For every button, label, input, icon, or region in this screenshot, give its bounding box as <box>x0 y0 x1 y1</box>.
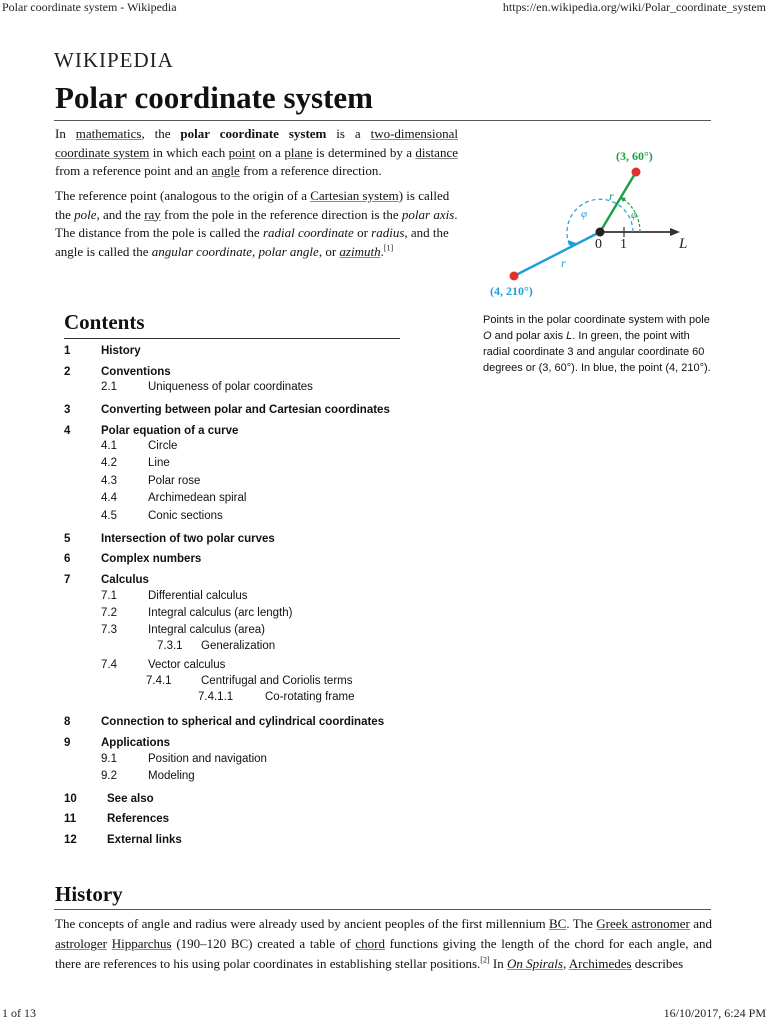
blue-r-label: r <box>561 256 566 270</box>
link-on-spirals[interactable] <box>507 956 563 971</box>
reference-1[interactable]: [1] <box>383 243 394 253</box>
caption-text: Points in the polar coordinate system with pole <box>483 314 710 326</box>
caption-text: . In green, the point with radial coordinate 3 and angular coordinate 60 degrees or (3, 60°). In blue, the point (4, 210°). <box>483 330 711 374</box>
toc-number: 4.3 <box>101 475 117 487</box>
toc-number: 7.1 <box>101 590 117 602</box>
title-divider <box>54 120 711 121</box>
toc-link[interactable]: Circle <box>148 440 178 452</box>
toc-number: 7.4.1 <box>146 675 172 687</box>
para-text: or <box>353 225 372 240</box>
para-text: from the pole in the reference direction is the <box>160 206 402 222</box>
toc-number: 1 <box>64 345 71 357</box>
blue-point-marker <box>510 272 519 281</box>
toc-number: 7.4.1.1 <box>198 691 234 703</box>
caption-italic: O <box>483 330 492 342</box>
toc-number: 12 <box>64 834 77 846</box>
figure-caption <box>483 312 713 376</box>
zero-label: 0 <box>595 237 602 252</box>
pole-point <box>596 228 605 237</box>
toc-number: 7.4 <box>101 659 117 671</box>
green-point-marker <box>632 168 641 177</box>
toc-link[interactable]: Applications <box>101 737 171 749</box>
toc-number: 3 <box>64 404 71 416</box>
toc-link[interactable]: History <box>101 345 141 357</box>
term-polar-angle: polar angle <box>258 243 319 259</box>
caption-text: and polar axis <box>491 330 567 342</box>
para-text: ) is called the <box>55 188 450 222</box>
print-footer-page: 1 of 13 <box>2 1006 36 1020</box>
green-point-label: (3, 60°) <box>616 149 653 163</box>
para-text: . <box>380 243 384 259</box>
toc-number: 4.1 <box>101 440 117 452</box>
toc-link[interactable]: Differential calculus <box>148 590 248 602</box>
toc-number: 7.2 <box>101 607 117 619</box>
toc-link[interactable]: Integral calculus (arc length) <box>148 607 293 619</box>
toc-link[interactable]: Conventions <box>101 366 171 378</box>
pole-paragraph <box>55 187 459 261</box>
link-angle[interactable]: angle <box>211 163 240 178</box>
toc-link[interactable]: Polar equation of a curve <box>101 425 239 437</box>
intro-text: In <box>55 126 76 141</box>
history-text: (190–120 BC) created a table of <box>171 936 356 951</box>
toc-link[interactable]: References <box>107 813 170 825</box>
history-divider <box>54 909 711 910</box>
reference-2[interactable]: [2] <box>480 955 490 965</box>
print-footer-datetime: 16/10/2017, 6:24 PM <box>663 1006 766 1020</box>
toc-link[interactable]: Archimedean spiral <box>148 492 247 504</box>
toc-number: 5 <box>64 533 71 545</box>
toc-number: 10 <box>64 793 77 805</box>
para-text: , and the angle is called the <box>55 225 449 259</box>
blue-point-label: (4, 210°) <box>490 284 533 298</box>
polar-coordinate-figure <box>480 138 712 304</box>
toc-link[interactable]: Co-rotating frame <box>265 691 355 703</box>
toc-link[interactable]: Calculus <box>101 574 149 586</box>
history-text: and <box>689 916 712 931</box>
history-heading: History <box>55 882 123 906</box>
toc-number: 9 <box>64 737 71 749</box>
toc-number: 9.2 <box>101 770 117 782</box>
toc-number: 6 <box>64 553 71 565</box>
blue-radius-line <box>514 232 600 276</box>
page-title: Polar coordinate system <box>55 80 373 115</box>
toc-link[interactable]: Vector calculus <box>148 659 226 671</box>
link-greek-astronomer[interactable]: Greek astronomer <box>596 916 690 931</box>
intro-text: on a <box>255 144 285 160</box>
green-radius-line <box>600 172 636 232</box>
link-bc[interactable]: BC <box>549 916 567 931</box>
toc-link[interactable]: Centrifugal and Coriolis terms <box>201 675 353 687</box>
link-mathematics[interactable]: mathematics <box>75 126 142 141</box>
history-text: functions giving the length of the chord for each angle, and there are references to his using polar coordinates in establishing stellar positions. <box>55 936 713 971</box>
term-polar-axis: polar axis <box>401 206 455 222</box>
toc-link[interactable]: Modeling <box>148 770 195 782</box>
history-text: In <box>489 956 507 971</box>
history-text: The concepts of angle and radius were already used by ancient peoples of the first millennium <box>55 916 549 931</box>
intro-text: from a reference direction. <box>239 163 382 178</box>
link-on-spirals-text[interactable]: On Spirals <box>506 956 563 971</box>
intro-text: is determined by a <box>312 144 416 160</box>
green-phi-label: φ <box>631 209 638 221</box>
toc-link[interactable]: Converting between polar and Cartesian coordinates <box>101 404 390 416</box>
toc-number: 7 <box>64 574 71 586</box>
link-distance[interactable]: distance <box>415 144 458 160</box>
caption-italic: L <box>566 330 573 342</box>
term-radius: radius <box>371 225 405 240</box>
para-text: The reference point (analogous to the origin of a <box>55 188 311 203</box>
link-astrologer[interactable]: astrologer <box>55 936 107 951</box>
print-header-url[interactable]: https://en.wikipedia.org/wiki/Polar_coordinate_system <box>502 0 766 14</box>
link-azimuth[interactable] <box>339 244 380 259</box>
axis-l-label: L <box>679 236 688 252</box>
link-archimedes[interactable]: Archimedes <box>568 956 632 971</box>
history-paragraph <box>55 914 712 974</box>
para-text: , <box>252 243 259 259</box>
toc-number: 11 <box>64 813 77 825</box>
link-hipparchus[interactable]: Hipparchus <box>111 936 172 951</box>
toc-link[interactable]: Generalization <box>201 640 276 652</box>
link-cartesian-system[interactable]: Cartesian system <box>310 188 399 203</box>
toc-number: 7.3 <box>101 624 117 636</box>
green-r-label: r <box>609 189 614 203</box>
toc-link[interactable]: Intersection of two polar curves <box>101 533 275 545</box>
link-chord[interactable]: chord <box>355 936 385 951</box>
term-angular-coordinate: angular coordinate <box>151 243 253 259</box>
print-header-title: Polar coordinate system - Wikipedia <box>2 0 177 14</box>
toc-number: 7.3.1 <box>157 640 183 652</box>
contents-heading: Contents <box>64 310 145 334</box>
blue-phi-label: φ <box>581 208 588 220</box>
toc-link[interactable]: Line <box>148 457 170 469</box>
intro-text: , the <box>141 126 181 141</box>
intro-text: is a <box>326 126 371 141</box>
intro-term: polar coordinate system <box>180 126 327 141</box>
para-text: , or <box>318 243 340 259</box>
intro-paragraph <box>55 125 458 181</box>
term-radial-coordinate: radial coordinate <box>262 225 354 240</box>
link-point[interactable]: point <box>228 144 256 160</box>
link-azimuth-text[interactable]: azimuth <box>339 243 381 259</box>
toc-link[interactable]: Complex numbers <box>101 553 202 565</box>
toc-link[interactable]: Integral calculus (area) <box>148 624 265 636</box>
polar-axis-arrowhead <box>670 228 680 236</box>
toc-number: 4.2 <box>101 457 117 469</box>
toc-link[interactable]: Position and navigation <box>148 753 267 765</box>
para-text: , and the <box>96 206 145 222</box>
one-label: 1 <box>620 237 627 252</box>
toc-number: 2 <box>64 366 71 378</box>
wikipedia-logo[interactable]: WIKIPEDIA <box>54 48 174 72</box>
toc-number: 2.1 <box>101 381 117 393</box>
toc-number: 4.4 <box>101 492 117 504</box>
toc-link[interactable]: Conic sections <box>148 510 223 522</box>
toc-number: 4.5 <box>101 510 117 522</box>
link-plane[interactable]: plane <box>284 144 313 160</box>
toc-link[interactable]: Uniqueness of polar coordinates <box>148 381 313 393</box>
toc-link[interactable]: Polar rose <box>148 475 201 487</box>
history-text: describes <box>631 956 684 971</box>
toc-number: 8 <box>64 716 71 728</box>
intro-text: in which each <box>149 144 229 160</box>
link-two-dimensional-coordinate-system[interactable]: two-dimensional coordinate system <box>55 126 458 160</box>
term-pole: pole <box>74 206 97 222</box>
intro-text: from a reference point and an <box>55 163 212 178</box>
link-ray[interactable]: ray <box>144 206 161 222</box>
toc-number: 4 <box>64 425 71 437</box>
contents-divider <box>64 338 400 339</box>
toc-link[interactable]: Connection to spherical and cylindrical coordinates <box>101 716 385 728</box>
history-text: , <box>562 956 569 971</box>
history-text: . The <box>566 916 597 931</box>
para-text: . The distance from the pole is called the <box>55 206 458 240</box>
toc-number: 9.1 <box>101 753 117 765</box>
toc-link[interactable]: External links <box>107 834 182 846</box>
toc-link[interactable]: See also <box>107 793 154 805</box>
